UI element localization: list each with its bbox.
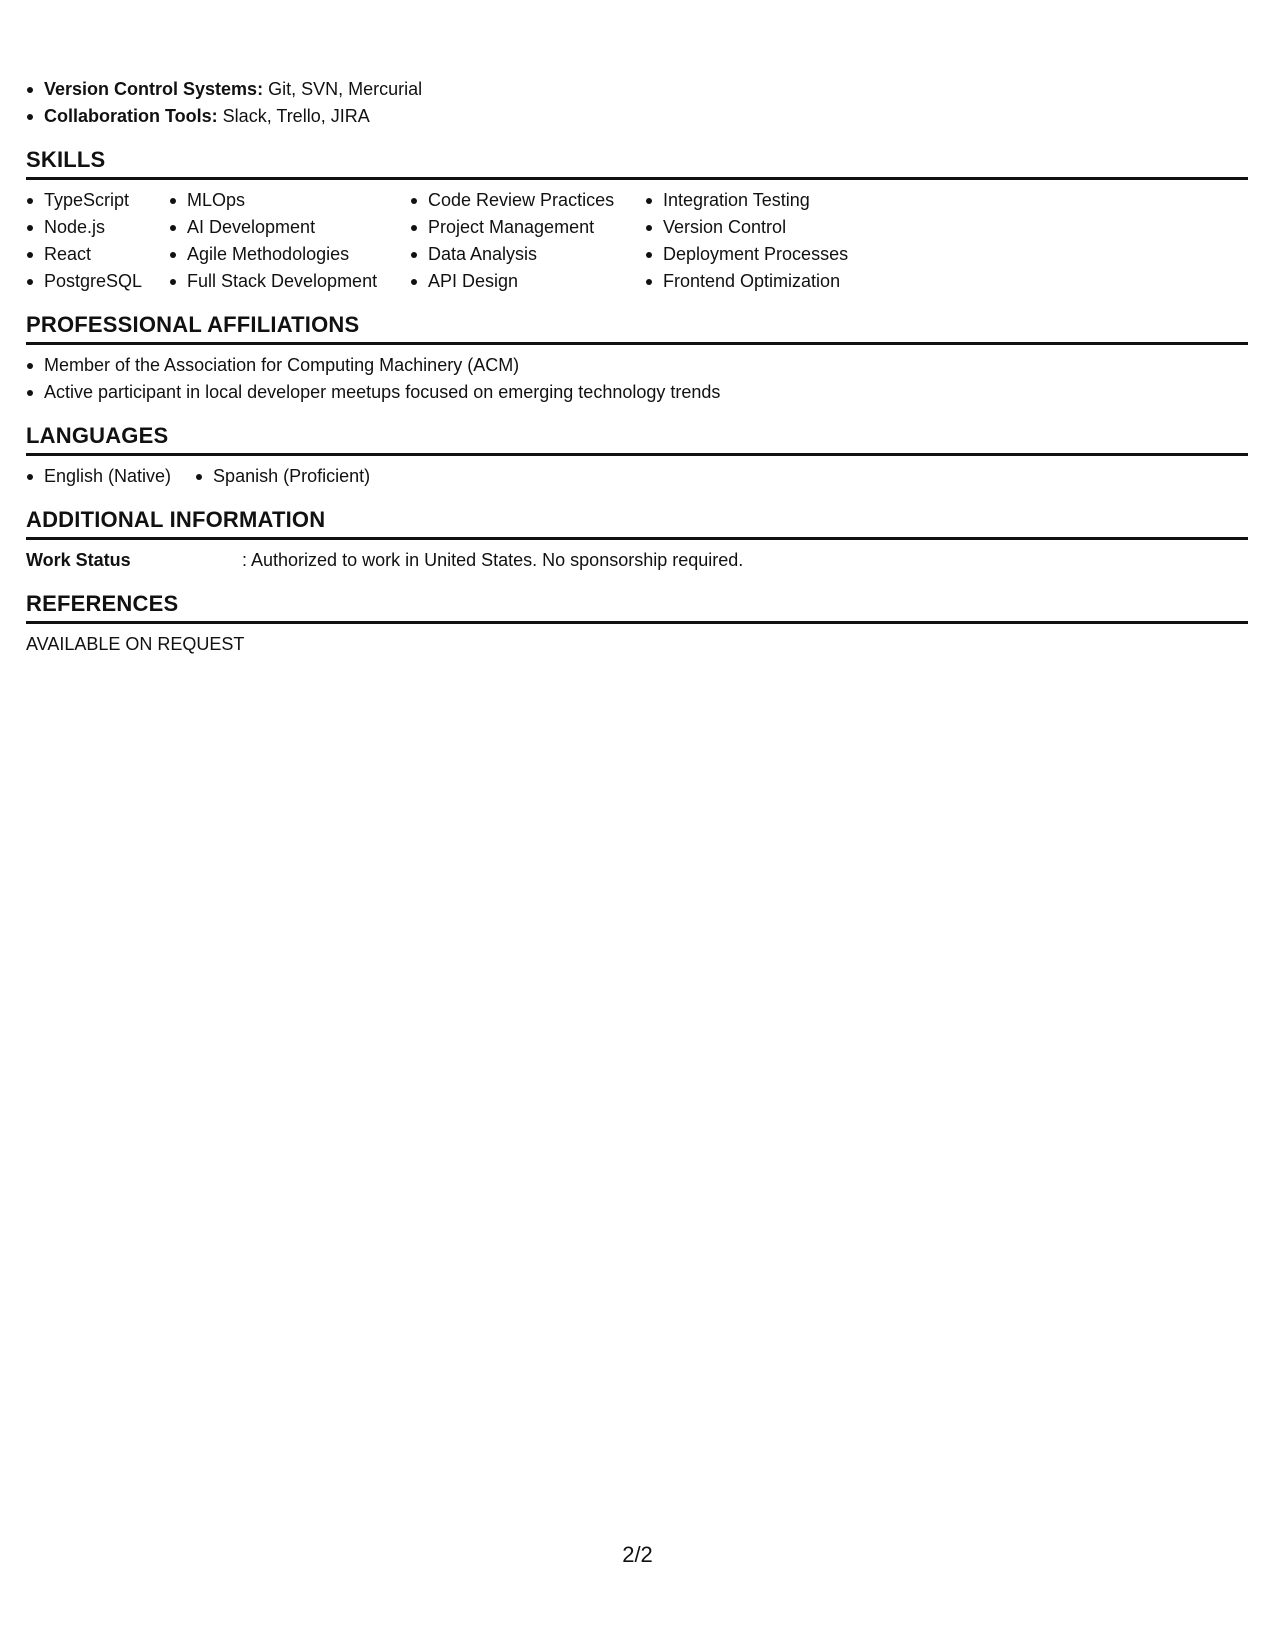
tools-item-collaboration: [26, 103, 1248, 130]
references-text: AVAILABLE ON REQUEST: [26, 634, 245, 654]
skill-item: TypeScript: [26, 187, 169, 214]
skills-column-2: [169, 187, 410, 295]
language-item: English (Native): [26, 463, 171, 490]
skills-grid: [26, 180, 1248, 295]
affiliations-heading: PROFESSIONAL AFFILIATIONS: [26, 312, 1248, 345]
work-status-label: Work Status: [26, 550, 131, 570]
skill-item: Version Control: [645, 214, 885, 241]
affiliations-list: [26, 352, 1248, 406]
languages-section: [26, 423, 1248, 490]
skills-column-1: [26, 187, 169, 295]
tools-item-version-control: [26, 76, 1248, 103]
skill-item: React: [26, 241, 169, 268]
references-heading: REFERENCES: [26, 591, 1248, 624]
page-number: 2/2: [622, 1542, 653, 1567]
skills-column-3: [410, 187, 645, 295]
languages-list: [26, 456, 1248, 490]
skills-column-4: [645, 187, 885, 295]
affiliation-item: Member of the Association for Computing Machinery (ACM): [26, 352, 1248, 379]
skill-item: Agile Methodologies: [169, 241, 410, 268]
tools-item-label: Version Control Systems:: [44, 79, 264, 99]
skill-item: PostgreSQL: [26, 268, 169, 295]
work-status-row: [26, 540, 1248, 574]
skill-item: Deployment Processes: [645, 241, 885, 268]
skill-item: MLOps: [169, 187, 410, 214]
skill-item: Full Stack Development: [169, 268, 410, 295]
skill-item: API Design: [410, 268, 645, 295]
tools-item-label: Collaboration Tools:: [44, 106, 218, 126]
skill-item: Data Analysis: [410, 241, 645, 268]
tools-item-value: Git, SVN, Mercurial: [268, 79, 423, 99]
tools-item-value: Slack, Trello, JIRA: [222, 106, 370, 126]
additional-info-section: [26, 507, 1248, 574]
work-status-value: : Authorized to work in United States. No sponsorship required.: [242, 547, 743, 574]
tools-list: [26, 76, 1248, 130]
skill-item: AI Development: [169, 214, 410, 241]
skills-heading: SKILLS: [26, 147, 1248, 180]
skill-item: Frontend Optimization: [645, 268, 885, 295]
additional-info-heading: ADDITIONAL INFORMATION: [26, 507, 1248, 540]
skill-item: Integration Testing: [645, 187, 885, 214]
skills-section: [26, 147, 1248, 295]
skill-item: Node.js: [26, 214, 169, 241]
language-item: Spanish (Proficient): [195, 463, 370, 490]
skill-item: Project Management: [410, 214, 645, 241]
affiliations-section: [26, 312, 1248, 406]
languages-heading: LANGUAGES: [26, 423, 1248, 456]
resume-page-2: [26, 76, 1248, 658]
skill-item: Code Review Practices: [410, 187, 645, 214]
references-section: [26, 591, 1248, 658]
affiliation-item: Active participant in local developer meetups focused on emerging technology trends: [26, 379, 1248, 406]
